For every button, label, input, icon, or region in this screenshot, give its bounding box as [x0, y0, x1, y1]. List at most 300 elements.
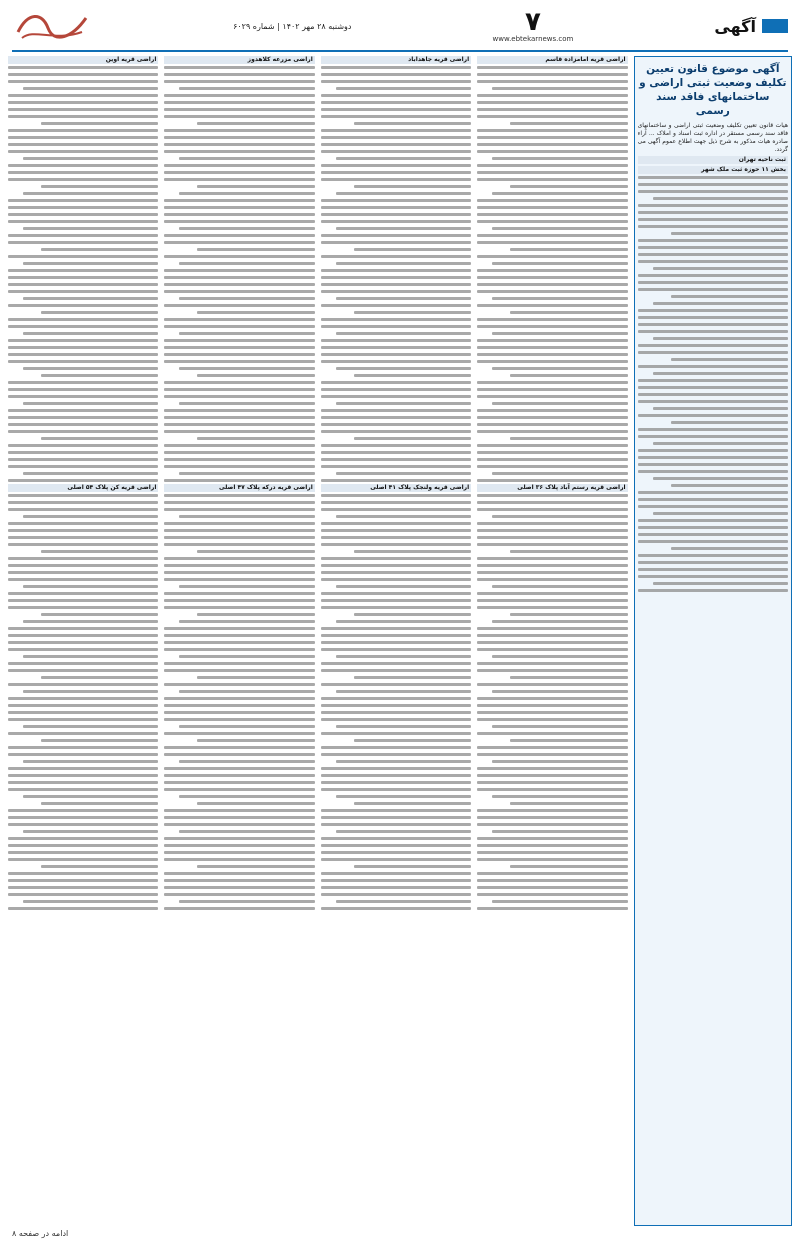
- section-tag: [714, 17, 788, 36]
- text-line: [638, 260, 788, 263]
- text-line: [477, 409, 627, 412]
- text-line: [164, 879, 314, 882]
- text-line: [8, 381, 158, 384]
- text-line: [638, 183, 788, 186]
- text-line: [638, 379, 788, 382]
- text-line: [179, 795, 314, 798]
- text-line: [354, 374, 471, 377]
- text-line: [354, 550, 471, 553]
- text-line: [321, 171, 471, 174]
- text-line: [23, 87, 158, 90]
- text-line: [8, 164, 158, 167]
- text-line: [164, 199, 314, 202]
- notice-title: آگهی موضوع قانون تعیین تکلیف وضعیت ثبتی اراضی و ساختمانهای فاقد سند رسمی: [639, 63, 787, 117]
- text-line: [41, 802, 158, 805]
- text-line: [321, 844, 471, 847]
- text-line: [41, 248, 158, 251]
- text-line: [321, 276, 471, 279]
- text-line: [336, 472, 471, 475]
- text-line: [638, 288, 788, 291]
- text-line: [164, 381, 314, 384]
- text-line: [321, 599, 471, 602]
- text-line: [336, 367, 471, 370]
- text-line: [164, 683, 314, 686]
- text-line: [164, 522, 314, 525]
- text-line: [477, 339, 627, 342]
- text-line: [164, 339, 314, 342]
- text-line: [179, 297, 314, 300]
- text-line: [321, 858, 471, 861]
- text-line: [8, 781, 158, 784]
- text-line: [164, 360, 314, 363]
- text-line: [321, 893, 471, 896]
- text-line: [510, 122, 627, 125]
- text-line: [197, 865, 314, 868]
- text-line: [321, 543, 471, 546]
- text-line: [8, 444, 158, 447]
- column-3: [321, 56, 471, 1226]
- text-line: [477, 381, 627, 384]
- text-line: [197, 613, 314, 616]
- text-line: [164, 108, 314, 111]
- district-heading: اراضی قریه درکه پلاک ۴۷ اصلی: [164, 484, 314, 492]
- text-line: [492, 262, 627, 265]
- text-line: [179, 157, 314, 160]
- text-line: [164, 669, 314, 672]
- text-line: [164, 571, 314, 574]
- text-line: [477, 283, 627, 286]
- text-line: [179, 585, 314, 588]
- text-line: [164, 129, 314, 132]
- district-heading: اراضی قریه کن پلاک ۵۴ اصلی: [8, 484, 158, 492]
- column-body: [8, 494, 158, 910]
- text-line: [321, 648, 471, 651]
- text-line: [477, 479, 627, 482]
- text-line: [164, 416, 314, 419]
- text-line: [164, 325, 314, 328]
- text-line: [8, 129, 158, 132]
- text-line: [164, 444, 314, 447]
- text-line: [8, 101, 158, 104]
- text-line: [492, 900, 627, 903]
- text-line: [321, 108, 471, 111]
- text-line: [638, 414, 788, 417]
- text-line: [23, 620, 158, 623]
- text-line: [477, 501, 627, 504]
- text-line: [321, 325, 471, 328]
- text-line: [197, 311, 314, 314]
- text-line: [510, 374, 627, 377]
- text-line: [477, 171, 627, 174]
- text-line: [179, 900, 314, 903]
- text-line: [477, 578, 627, 581]
- text-line: [492, 830, 627, 833]
- text-line: [321, 178, 471, 181]
- text-line: [321, 444, 471, 447]
- text-line: [321, 571, 471, 574]
- column-body: [477, 494, 627, 910]
- text-line: [638, 428, 788, 431]
- text-line: [23, 192, 158, 195]
- text-line: [638, 533, 788, 536]
- page-number: ۷: [525, 7, 541, 37]
- text-line: [321, 494, 471, 497]
- text-line: [477, 837, 627, 840]
- text-line: [8, 430, 158, 433]
- text-line: [510, 311, 627, 314]
- issue-date: دوشنبه ۲۸ مهر ۱۴۰۲ | شماره ۶۰۲۹: [233, 21, 352, 31]
- text-line: [164, 767, 314, 770]
- text-line: [321, 606, 471, 609]
- text-line: [179, 262, 314, 265]
- text-line: [321, 129, 471, 132]
- text-line: [8, 564, 158, 567]
- text-line: [477, 318, 627, 321]
- text-line: [164, 269, 314, 272]
- text-line: [336, 515, 471, 518]
- text-line: [354, 865, 471, 868]
- text-line: [8, 80, 158, 83]
- text-line: [492, 725, 627, 728]
- district-heading: اراضی قریه ولنجک پلاک ۴۱ اصلی: [321, 484, 471, 492]
- text-line: [321, 746, 471, 749]
- text-line: [510, 437, 627, 440]
- text-line: [638, 344, 788, 347]
- text-line: [8, 774, 158, 777]
- text-line: [477, 290, 627, 293]
- text-line: [477, 711, 627, 714]
- text-line: [321, 409, 471, 412]
- brand-logo: [12, 8, 92, 44]
- text-line: [8, 606, 158, 609]
- text-line: [8, 753, 158, 756]
- text-line: [41, 437, 158, 440]
- text-line: [321, 557, 471, 560]
- text-line: [638, 386, 788, 389]
- text-line: [8, 508, 158, 511]
- text-line: [492, 620, 627, 623]
- text-line: [638, 316, 788, 319]
- text-line: [8, 318, 158, 321]
- text-line: [477, 816, 627, 819]
- text-line: [354, 613, 471, 616]
- text-line: [321, 872, 471, 875]
- text-line: [321, 508, 471, 511]
- text-line: [23, 472, 158, 475]
- text-line: [164, 395, 314, 398]
- text-line: [321, 255, 471, 258]
- text-line: [638, 239, 788, 242]
- text-line: [8, 150, 158, 153]
- text-line: [477, 73, 627, 76]
- section-label: آگهی: [714, 16, 756, 36]
- text-line: [8, 732, 158, 735]
- text-line: [8, 501, 158, 504]
- text-line: [336, 725, 471, 728]
- text-line: [671, 358, 788, 361]
- column-body: [164, 494, 314, 910]
- text-line: [8, 388, 158, 391]
- text-line: [8, 494, 158, 497]
- text-line: [492, 332, 627, 335]
- text-line: [164, 606, 314, 609]
- text-line: [164, 599, 314, 602]
- text-line: [164, 220, 314, 223]
- text-line: [321, 781, 471, 784]
- text-line: [179, 690, 314, 693]
- text-line: [321, 683, 471, 686]
- text-line: [41, 865, 158, 868]
- text-line: [354, 437, 471, 440]
- text-line: [354, 248, 471, 251]
- text-line: [477, 150, 627, 153]
- text-line: [8, 746, 158, 749]
- text-line: [164, 781, 314, 784]
- text-line: [638, 281, 788, 284]
- text-line: [653, 267, 788, 270]
- text-line: [197, 550, 314, 553]
- text-line: [23, 690, 158, 693]
- text-line: [23, 262, 158, 265]
- text-line: [477, 346, 627, 349]
- text-line: [321, 101, 471, 104]
- text-line: [164, 255, 314, 258]
- column-2: [477, 56, 627, 1226]
- text-line: [492, 402, 627, 405]
- text-line: [638, 393, 788, 396]
- text-line: [8, 220, 158, 223]
- text-line: [336, 760, 471, 763]
- brand-logo-mark: [12, 8, 92, 44]
- text-line: [8, 178, 158, 181]
- column-body: [321, 66, 471, 482]
- text-line: [8, 669, 158, 672]
- text-line: [671, 421, 788, 424]
- text-line: [321, 451, 471, 454]
- text-line: [638, 561, 788, 564]
- text-line: [164, 732, 314, 735]
- text-line: [8, 893, 158, 896]
- text-line: [321, 753, 471, 756]
- text-line: [492, 585, 627, 588]
- text-line: [164, 409, 314, 412]
- text-line: [179, 332, 314, 335]
- text-line: [638, 449, 788, 452]
- text-line: [8, 416, 158, 419]
- text-line: [477, 683, 627, 686]
- text-line: [477, 781, 627, 784]
- text-line: [164, 634, 314, 637]
- text-line: [164, 753, 314, 756]
- text-line: [8, 823, 158, 826]
- text-line: [638, 253, 788, 256]
- text-line: [164, 774, 314, 777]
- text-line: [321, 809, 471, 812]
- text-line: [477, 872, 627, 875]
- text-line: [164, 206, 314, 209]
- text-line: [41, 550, 158, 553]
- text-line: [164, 697, 314, 700]
- text-line: [8, 571, 158, 574]
- text-line: [477, 774, 627, 777]
- text-line: [477, 844, 627, 847]
- text-line: [197, 739, 314, 742]
- text-line: [8, 578, 158, 581]
- text-line: [492, 795, 627, 798]
- text-line: [23, 297, 158, 300]
- text-line: [477, 627, 627, 630]
- text-line: [336, 332, 471, 335]
- text-line: [321, 458, 471, 461]
- text-line: [8, 171, 158, 174]
- text-line: [8, 662, 158, 665]
- text-line: [321, 269, 471, 272]
- text-line: [477, 669, 627, 672]
- text-line: [477, 564, 627, 567]
- text-line: [23, 830, 158, 833]
- text-line: [164, 213, 314, 216]
- text-line: [477, 662, 627, 665]
- continued-note: ادامه در صفحه ۸: [12, 1229, 69, 1238]
- text-line: [477, 704, 627, 707]
- text-line: [8, 788, 158, 791]
- text-line: [336, 795, 471, 798]
- text-line: [477, 388, 627, 391]
- text-line: [8, 648, 158, 651]
- text-line: [336, 157, 471, 160]
- text-line: [321, 732, 471, 735]
- text-line: [321, 304, 471, 307]
- text-line: [638, 211, 788, 214]
- text-line: [477, 508, 627, 511]
- text-line: [164, 536, 314, 539]
- text-line: [179, 472, 314, 475]
- text-line: [8, 557, 158, 560]
- text-line: [8, 634, 158, 637]
- text-line: [8, 529, 158, 532]
- text-line: [164, 508, 314, 511]
- text-line: [638, 246, 788, 249]
- text-line: [179, 515, 314, 518]
- text-line: [336, 402, 471, 405]
- text-line: [477, 465, 627, 468]
- text-line: [8, 395, 158, 398]
- text-line: [477, 178, 627, 181]
- text-line: [477, 234, 627, 237]
- text-line: [477, 788, 627, 791]
- text-line: [321, 164, 471, 167]
- text-line: [8, 816, 158, 819]
- text-line: [23, 725, 158, 728]
- text-line: [8, 886, 158, 889]
- text-line: [477, 494, 627, 497]
- text-line: [8, 136, 158, 139]
- text-line: [477, 907, 627, 910]
- text-line: [477, 851, 627, 854]
- text-line: [321, 388, 471, 391]
- text-line: [321, 816, 471, 819]
- text-line: [492, 515, 627, 518]
- text-line: [321, 318, 471, 321]
- text-line: [197, 437, 314, 440]
- notice-columns: [8, 56, 792, 1226]
- text-line: [336, 620, 471, 623]
- text-line: [321, 767, 471, 770]
- text-line: [653, 337, 788, 340]
- text-line: [638, 365, 788, 368]
- text-line: [477, 529, 627, 532]
- text-line: [8, 767, 158, 770]
- text-line: [477, 304, 627, 307]
- text-line: [477, 823, 627, 826]
- text-line: [321, 94, 471, 97]
- text-line: [321, 711, 471, 714]
- text-line: [477, 269, 627, 272]
- text-line: [477, 108, 627, 111]
- text-line: [336, 262, 471, 265]
- column-body: [321, 494, 471, 910]
- text-line: [8, 543, 158, 546]
- text-line: [321, 522, 471, 525]
- text-line: [477, 592, 627, 595]
- text-line: [321, 669, 471, 672]
- text-line: [23, 795, 158, 798]
- text-line: [477, 451, 627, 454]
- text-line: [321, 241, 471, 244]
- text-line: [164, 543, 314, 546]
- text-line: [653, 477, 788, 480]
- text-line: [336, 690, 471, 693]
- text-line: [197, 374, 314, 377]
- text-line: [23, 367, 158, 370]
- text-line: [8, 73, 158, 76]
- text-line: [336, 655, 471, 658]
- text-line: [336, 227, 471, 230]
- text-line: [477, 634, 627, 637]
- text-line: [164, 283, 314, 286]
- column-body: [638, 176, 788, 592]
- text-line: [179, 192, 314, 195]
- text-line: [41, 311, 158, 314]
- text-line: [477, 858, 627, 861]
- text-line: [477, 94, 627, 97]
- text-line: [477, 536, 627, 539]
- text-line: [321, 213, 471, 216]
- text-line: [321, 634, 471, 637]
- text-line: [477, 360, 627, 363]
- text-line: [164, 80, 314, 83]
- text-line: [354, 122, 471, 125]
- text-line: [477, 606, 627, 609]
- text-line: [321, 416, 471, 419]
- text-line: [638, 470, 788, 473]
- website-link[interactable]: www.ebtekarnews.com: [492, 35, 574, 43]
- text-line: [164, 388, 314, 391]
- text-line: [477, 80, 627, 83]
- text-line: [321, 465, 471, 468]
- text-line: [8, 641, 158, 644]
- text-line: [8, 143, 158, 146]
- text-line: [164, 907, 314, 910]
- text-line: [477, 129, 627, 132]
- text-line: [321, 353, 471, 356]
- text-line: [321, 718, 471, 721]
- text-line: [321, 704, 471, 707]
- text-line: [41, 122, 158, 125]
- text-line: [638, 498, 788, 501]
- text-line: [164, 94, 314, 97]
- text-line: [653, 512, 788, 515]
